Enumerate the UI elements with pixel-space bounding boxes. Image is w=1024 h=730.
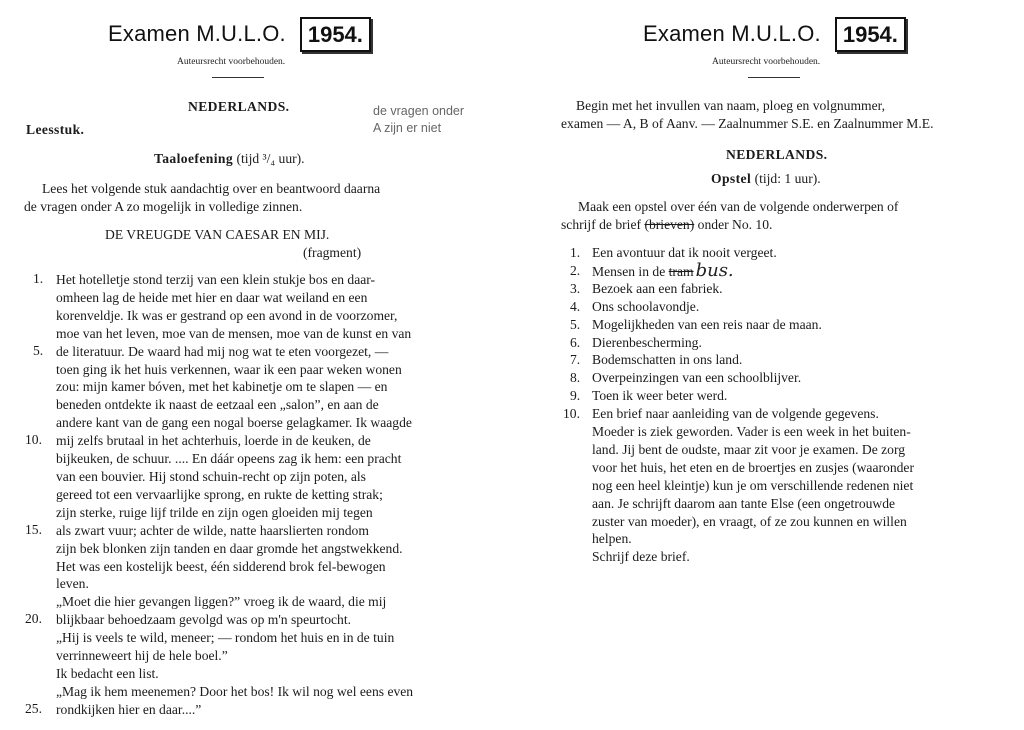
intro-line: de vragen onder A zo mogelijk in volledige zinnen.	[24, 199, 303, 214]
topic-text-wrap	[592, 259, 734, 281]
instruction-line: Maak een opstel over één van de volgende onderwerpen of	[578, 199, 899, 214]
story-line: andere kant van de gang een nogal boerse gelagkamer. Ik waagde	[56, 415, 412, 431]
story-line: Het hotelletje stond terzij van een klein stukje bos en daar-	[56, 272, 376, 287]
story-line: beneden ontdekte ik naast de eetzaal een „salon”, en aan de	[56, 397, 379, 413]
letter-line: aan. Je schrijft daarom aan tante Else (een ongetrouwde	[592, 495, 896, 511]
struck-text: (brieven)	[644, 217, 695, 232]
topic-text: Bodemschatten in ons land.	[592, 352, 743, 368]
topic-number: 8.	[570, 370, 581, 386]
topic-text: Mogelijkheden van een reis naar de maan.	[592, 316, 822, 332]
topic-text-wrap	[592, 244, 777, 262]
line-number: 10.	[25, 432, 42, 448]
copyright-notice: Auteursrecht voorbehouden.	[712, 57, 821, 67]
intro-line: examen — A, B of Aanv. — Zaalnummer S.E. en Zaalnummer M.E.	[561, 116, 934, 131]
topic-text-wrap	[592, 280, 723, 298]
topic-number: 10.	[563, 406, 580, 422]
header-rule	[748, 77, 800, 78]
topic-text-wrap	[592, 316, 822, 334]
story-line: „Mag ik hem meenemen? Door het bos! Ik wil nog wel eens even	[56, 683, 414, 699]
letter-line: zuster van moeder), en vraagt, of ze zou kunnen en willen	[592, 513, 907, 529]
exam-year-box: 1954.	[835, 17, 906, 52]
exercise-heading	[711, 170, 821, 188]
story-title: DE VREUGDE VAN CAESAR EN MIJ.	[105, 227, 330, 242]
intro-line: Lees het volgende stuk aandachtig over en beantwoord daarna	[42, 181, 381, 196]
struck-text: tram	[668, 263, 694, 279]
handwritten-note	[373, 103, 464, 137]
topic-number: 7.	[570, 352, 581, 368]
letter-line: voor het huis, het eten en de broertjes en zusjes (waaronder	[592, 459, 914, 475]
topic-text: Een brief naar aanleiding van de volgende gegevens.	[592, 406, 879, 422]
exercise-heading	[154, 150, 305, 168]
topic-text: Een avontuur dat ik nooit vergeet.	[592, 245, 777, 260]
exam-year-box: 1954.	[300, 17, 371, 52]
right-header	[643, 14, 906, 54]
story-line: mij zelfs brutaal in het achterhuis, loerde in de keuken, de	[56, 433, 371, 449]
topic-text: Mensen in de	[592, 263, 666, 279]
story-line: korenveldje. Ik was er gestrand op een avond in de voorzomer,	[56, 307, 398, 323]
story-line: als zwart vuur; achter de wilde, natte haarslierten rondom	[56, 522, 369, 538]
story-line: leven.	[56, 576, 89, 592]
story-line: zou: mijn kamer bóven, met het kabinetje om te slapen — en	[56, 379, 388, 395]
story-line: de literatuur. De waard had mij nog wat te eten voorgezet, —	[56, 343, 389, 359]
exercise-time: (tijd: 1 uur).	[754, 171, 821, 186]
story-text	[56, 271, 413, 719]
topic-text: Ons schoolavondje.	[592, 298, 700, 314]
letter-text	[592, 423, 914, 566]
topic-number: 6.	[570, 334, 581, 350]
story-line: omheen lag de heide met hier en daar wat weiland en een	[56, 289, 368, 305]
story-line: zijn bek blonken zijn tanden en daar gromde het angstwekkend.	[56, 540, 403, 556]
story-line: blijkbaar behoedzaam gevolgd was op m'n speurtocht.	[56, 612, 352, 628]
instruction-line	[561, 216, 772, 234]
letter-line: nog een heel kleintje) kun je om verschillende redenen niet	[592, 477, 914, 493]
topic-text-wrap	[592, 334, 702, 352]
topic-number: 5.	[570, 316, 581, 332]
topic-text: Dierenbescherming.	[592, 334, 702, 350]
line-number: 5.	[33, 342, 44, 358]
exercise-time: (tijd ³/₄ uur).	[236, 151, 305, 166]
topic-number: 1.	[570, 245, 581, 260]
story-line: bijkeuken, de schuur. .... En dáár opeens zag ik hem: een pracht	[56, 451, 402, 467]
instruction-text: onder No. 10.	[697, 217, 773, 232]
story-line: rondkijken hier en daar....”	[56, 701, 202, 717]
story-line: „Hij is veels te wild, meneer; — rondom het huis en in de tuin	[56, 630, 395, 646]
story-line: gereed tot een vervaarlijke sprong, en rukte de ketting strak;	[56, 486, 383, 502]
line-number: 15.	[25, 521, 42, 537]
topic-text-wrap	[592, 351, 742, 369]
topic-number: 4.	[570, 298, 581, 314]
topic-number: 2.	[570, 262, 581, 278]
left-header	[108, 14, 371, 54]
exam-title: Examen M.U.L.O.	[643, 21, 821, 46]
topic-number: 3.	[570, 280, 581, 296]
story-subtitle: (fragment)	[303, 245, 362, 260]
story-line: Het was een kostelijk beest, één sidderend brok fel-bewogen	[56, 558, 386, 574]
story-line: verrinneweert hij de hele boel.”	[56, 648, 228, 664]
topic-number: 9.	[570, 388, 581, 404]
subject-heading: NEDERLANDS.	[188, 99, 290, 114]
topic-text-wrap	[592, 405, 879, 423]
story-line: zijn sterke, ruige lijf trilde en zijn ogen gloeiden mij tegen	[56, 504, 373, 520]
topic-text-wrap	[592, 298, 699, 316]
note-line: de vragen onder	[373, 104, 465, 118]
topic-text: Toen ik weer beter werd.	[592, 388, 728, 404]
line-number: 20.	[25, 611, 42, 627]
note-line: A zijn er niet	[373, 121, 442, 135]
story-line: „Moet die hier gevangen liggen?” vroeg ik de waard, die mij	[56, 594, 387, 610]
topic-text-wrap	[592, 387, 727, 405]
exercise-title: Taaloefening	[154, 151, 234, 166]
copyright-notice: Auteursrecht voorbehouden.	[177, 57, 286, 67]
story-line: Ik bedacht een list.	[56, 665, 159, 681]
line-number: 25.	[25, 700, 42, 716]
topic-text: Overpeinzingen van een schoolblijver.	[592, 370, 802, 386]
exam-title: Examen M.U.L.O.	[108, 21, 286, 46]
intro-line: Begin met het invullen van naam, ploeg en volgnummer,	[576, 98, 886, 113]
subject-heading: NEDERLANDS.	[726, 147, 828, 162]
header-rule	[212, 77, 264, 78]
handwritten-correction: bus.	[695, 259, 734, 281]
letter-line: land. Jij bent de oudste, maar zit voor je examen. De zorg	[592, 441, 906, 457]
topic-text-wrap	[592, 369, 801, 387]
letter-line: helpen.	[592, 531, 632, 547]
letter-line: Schrijf deze brief.	[592, 549, 690, 565]
story-line: moe van het leven, moe van de mensen, moe van de kunst en van	[56, 325, 412, 341]
story-line: van een bouvier. Hij stond schuin-recht op zijn poten, als	[56, 468, 366, 484]
exercise-title: Opstel	[711, 171, 752, 186]
story-line: toen ging ik het huis verkennen, waar ik een paar weken wonen	[56, 361, 402, 377]
letter-line: Moeder is ziek geworden. Vader is een week in het buiten-	[592, 424, 911, 439]
section-label: Leesstuk.	[26, 122, 85, 137]
line-number: 1.	[33, 271, 44, 286]
instruction-text: schrijf de brief	[561, 217, 642, 232]
topic-text: Bezoek aan een fabriek.	[592, 280, 723, 296]
